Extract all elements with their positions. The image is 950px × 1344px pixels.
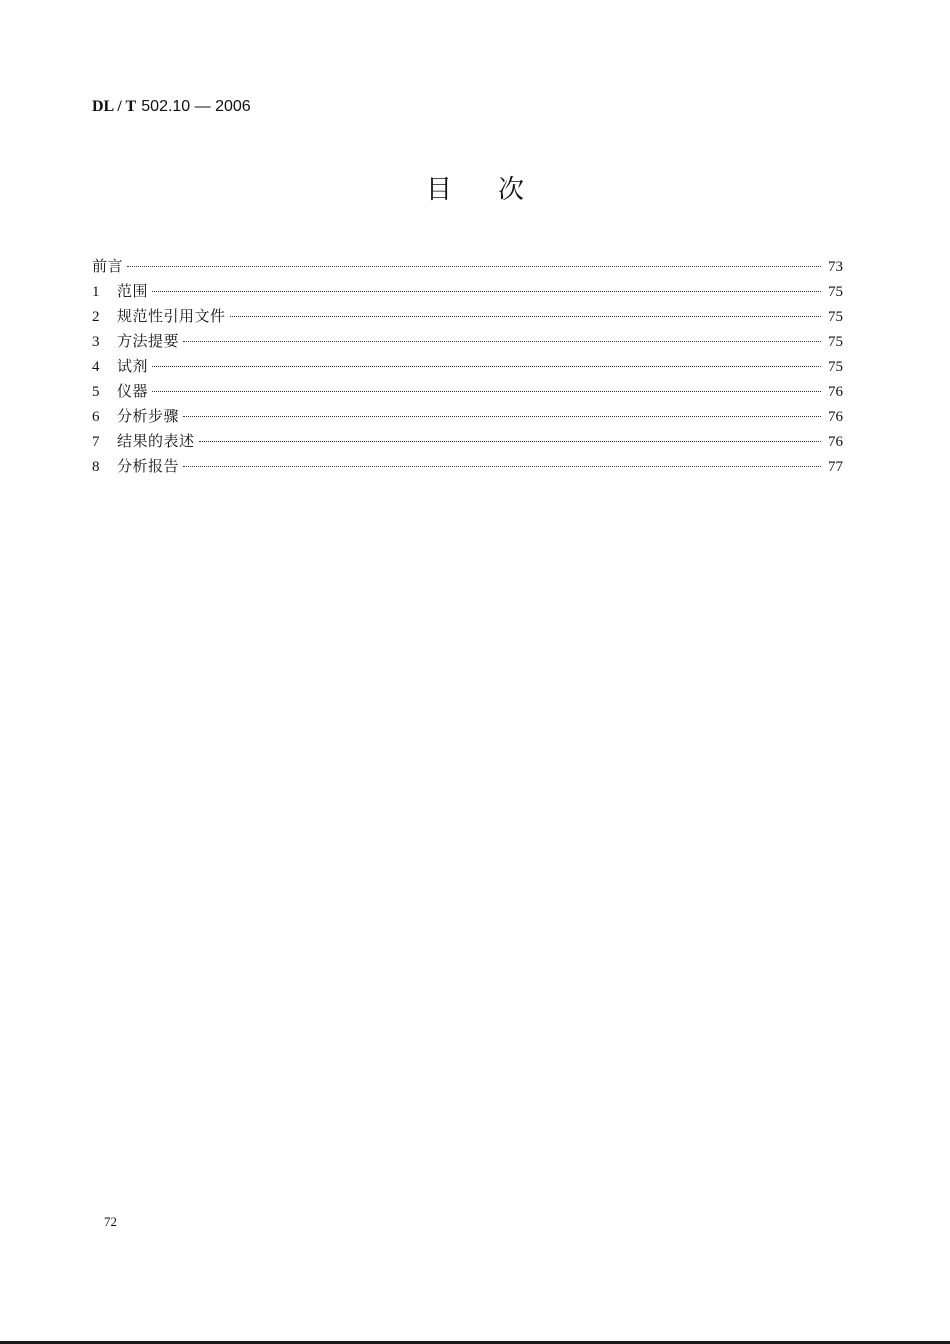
toc-entry-page: 75 [828,334,843,350]
toc-dot-leader [230,315,821,317]
toc-entry-page: 76 [828,384,843,400]
toc-entry-number: 4 [92,359,100,375]
toc-title: 目次 [425,175,570,205]
toc-dot-leader [152,365,821,367]
toc-dot-leader [127,265,821,267]
toc-entry-label: 规范性引用文件 [117,307,226,325]
toc-dot-leader [199,440,821,442]
toc-entry-page: 75 [828,359,843,375]
table-of-contents [92,254,843,479]
toc-entry-page: 76 [828,434,843,450]
toc-entry[interactable] [92,254,843,279]
page-number: 72 [104,1214,117,1229]
toc-entry-number: 5 [92,384,100,400]
toc-entry-page: 73 [828,259,843,275]
toc-entry-page: 76 [828,409,843,425]
toc-entry-number: 3 [92,334,100,350]
toc-entry[interactable] [92,429,843,454]
toc-entry[interactable] [92,454,843,479]
toc-entry-number: 2 [92,309,100,325]
toc-entry-number: 7 [92,434,100,450]
toc-entry-label: 分析报告 [117,457,180,475]
toc-entry-page: 75 [828,284,843,300]
toc-entry-label: 范围 [117,282,149,300]
toc-dot-leader [183,340,821,342]
toc-dot-leader [152,290,821,292]
toc-entry[interactable] [92,304,843,329]
toc-entry-label: 方法提要 [117,332,180,350]
toc-entry[interactable] [92,379,843,404]
document-code-prefix: DL / T [92,98,137,115]
toc-dot-leader [183,415,821,417]
toc-entry-label: 仪器 [117,382,149,400]
toc-entry-number: 1 [92,284,100,300]
toc-entry-label: 试剂 [117,357,149,375]
toc-entry[interactable] [92,279,843,304]
toc-entry[interactable] [92,354,843,379]
toc-entry-page: 75 [828,309,843,325]
toc-dot-leader [183,465,821,467]
toc-entry-label: 分析步骤 [117,407,180,425]
toc-dot-leader [152,390,821,392]
toc-entry-number: 6 [92,409,100,425]
toc-entry[interactable] [92,329,843,354]
toc-entry-page: 77 [828,459,843,475]
document-code-number: 502.10 — 2006 [141,98,251,115]
toc-entry[interactable] [92,404,843,429]
toc-entry-label: 结果的表述 [117,432,195,450]
toc-entry-label: 前言 [92,257,124,275]
document-code [92,96,251,117]
toc-entry-number: 8 [92,459,100,475]
